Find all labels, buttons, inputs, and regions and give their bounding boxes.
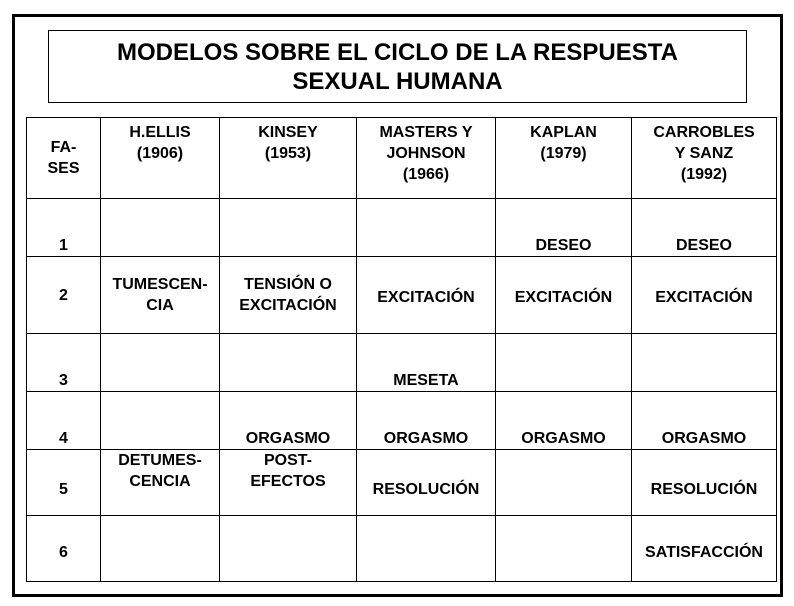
header-line: CARROBLES	[653, 124, 755, 141]
table-cell	[357, 334, 496, 392]
fases-header-line: FA-	[50, 139, 77, 156]
fase-number: 3	[27, 334, 101, 392]
header-line: (1906)	[136, 145, 184, 162]
table-cell	[220, 334, 357, 392]
table-cell	[101, 257, 220, 334]
header-row	[27, 118, 777, 199]
table-cell	[101, 334, 220, 392]
cell-text: RESOLUCIÓN	[650, 481, 758, 498]
table-cell	[357, 450, 496, 516]
cell-text: ORGASMO	[245, 430, 331, 447]
table-cell	[496, 334, 632, 392]
table-cell	[101, 392, 220, 450]
cell-text: DESEO	[535, 237, 592, 254]
fase-number: 6	[27, 516, 101, 582]
table-cell	[496, 392, 632, 450]
column-header-kaplan	[496, 118, 632, 199]
title-box	[48, 30, 747, 103]
column-header-ellis	[101, 118, 220, 199]
cell-text: CENCIA	[129, 473, 191, 490]
cell-text: TENSIÓN O	[243, 276, 332, 293]
header-line: JOHNSON	[386, 145, 466, 162]
table-cell	[220, 392, 357, 450]
cell-text: EXCITACIÓN	[655, 289, 753, 306]
fase-number: 4	[27, 392, 101, 450]
fase-number: 1	[27, 199, 101, 257]
table-row	[27, 392, 777, 450]
table-cell	[101, 199, 220, 257]
table-cell	[632, 334, 777, 392]
table-cell	[632, 450, 777, 516]
header-line: KAPLAN	[530, 124, 597, 141]
table-cell	[632, 257, 777, 334]
column-header-masters-johnson	[357, 118, 496, 199]
title-line-2: SEXUAL HUMANA	[292, 67, 503, 95]
header-line: Y SANZ	[674, 145, 734, 162]
table-row	[27, 199, 777, 257]
table-cell	[101, 516, 220, 582]
table-cell	[496, 199, 632, 257]
header-line: (1992)	[680, 166, 728, 183]
cell-text: EXCITACIÓN	[514, 289, 613, 306]
table-cell	[632, 199, 777, 257]
table-row	[27, 450, 777, 516]
cell-text: CIA	[146, 297, 174, 314]
cell-text: EFECTOS	[250, 473, 326, 490]
cell-text: DESEO	[675, 237, 732, 254]
header-line: H.ELLIS	[129, 124, 191, 141]
table-cell	[632, 392, 777, 450]
cell-text: ORGASMO	[521, 430, 606, 447]
table-cell	[220, 257, 357, 334]
cell-text: MESETA	[393, 372, 459, 389]
title-line-1: MODELOS SOBRE EL CICLO DE LA RESPUESTA	[117, 38, 678, 66]
cell-text: RESOLUCIÓN	[372, 481, 480, 498]
cell-text: EXCITACIÓN	[377, 289, 475, 306]
fases-header-line: SES	[47, 160, 80, 177]
fase-number: 2	[27, 257, 101, 334]
cell-text: POST-	[263, 452, 312, 469]
table-cell	[632, 516, 777, 582]
cell-text: DETUMES-	[118, 452, 202, 469]
column-header-carrobles-sanz	[632, 118, 777, 199]
header-line: KINSEY	[258, 124, 318, 141]
table-cell	[220, 199, 357, 257]
table-cell	[357, 516, 496, 582]
table-row	[27, 257, 777, 334]
table-cell	[496, 516, 632, 582]
table-cell	[496, 450, 632, 516]
table-row	[27, 334, 777, 392]
fases-header-cell	[27, 118, 101, 199]
table-cell	[101, 450, 220, 516]
table-cell	[357, 199, 496, 257]
header-line: (1953)	[264, 145, 312, 162]
table-cell	[357, 257, 496, 334]
column-header-kinsey	[220, 118, 357, 199]
cell-text: TUMESCEN-	[112, 276, 208, 293]
fase-number: 5	[27, 450, 101, 516]
table-cell	[220, 450, 357, 516]
table-row	[27, 516, 777, 582]
phases-table	[26, 117, 777, 582]
cell-text: EXCITACIÓN	[239, 297, 337, 314]
table-cell	[357, 392, 496, 450]
header-line: (1966)	[402, 166, 450, 183]
cell-text: ORGASMO	[661, 430, 747, 447]
header-line: (1979)	[540, 145, 587, 162]
header-line: MASTERS Y	[379, 124, 473, 141]
table-cell	[220, 516, 357, 582]
cell-text: ORGASMO	[383, 430, 469, 447]
table-cell	[496, 257, 632, 334]
cell-text: SATISFACCIÓN	[645, 544, 763, 561]
